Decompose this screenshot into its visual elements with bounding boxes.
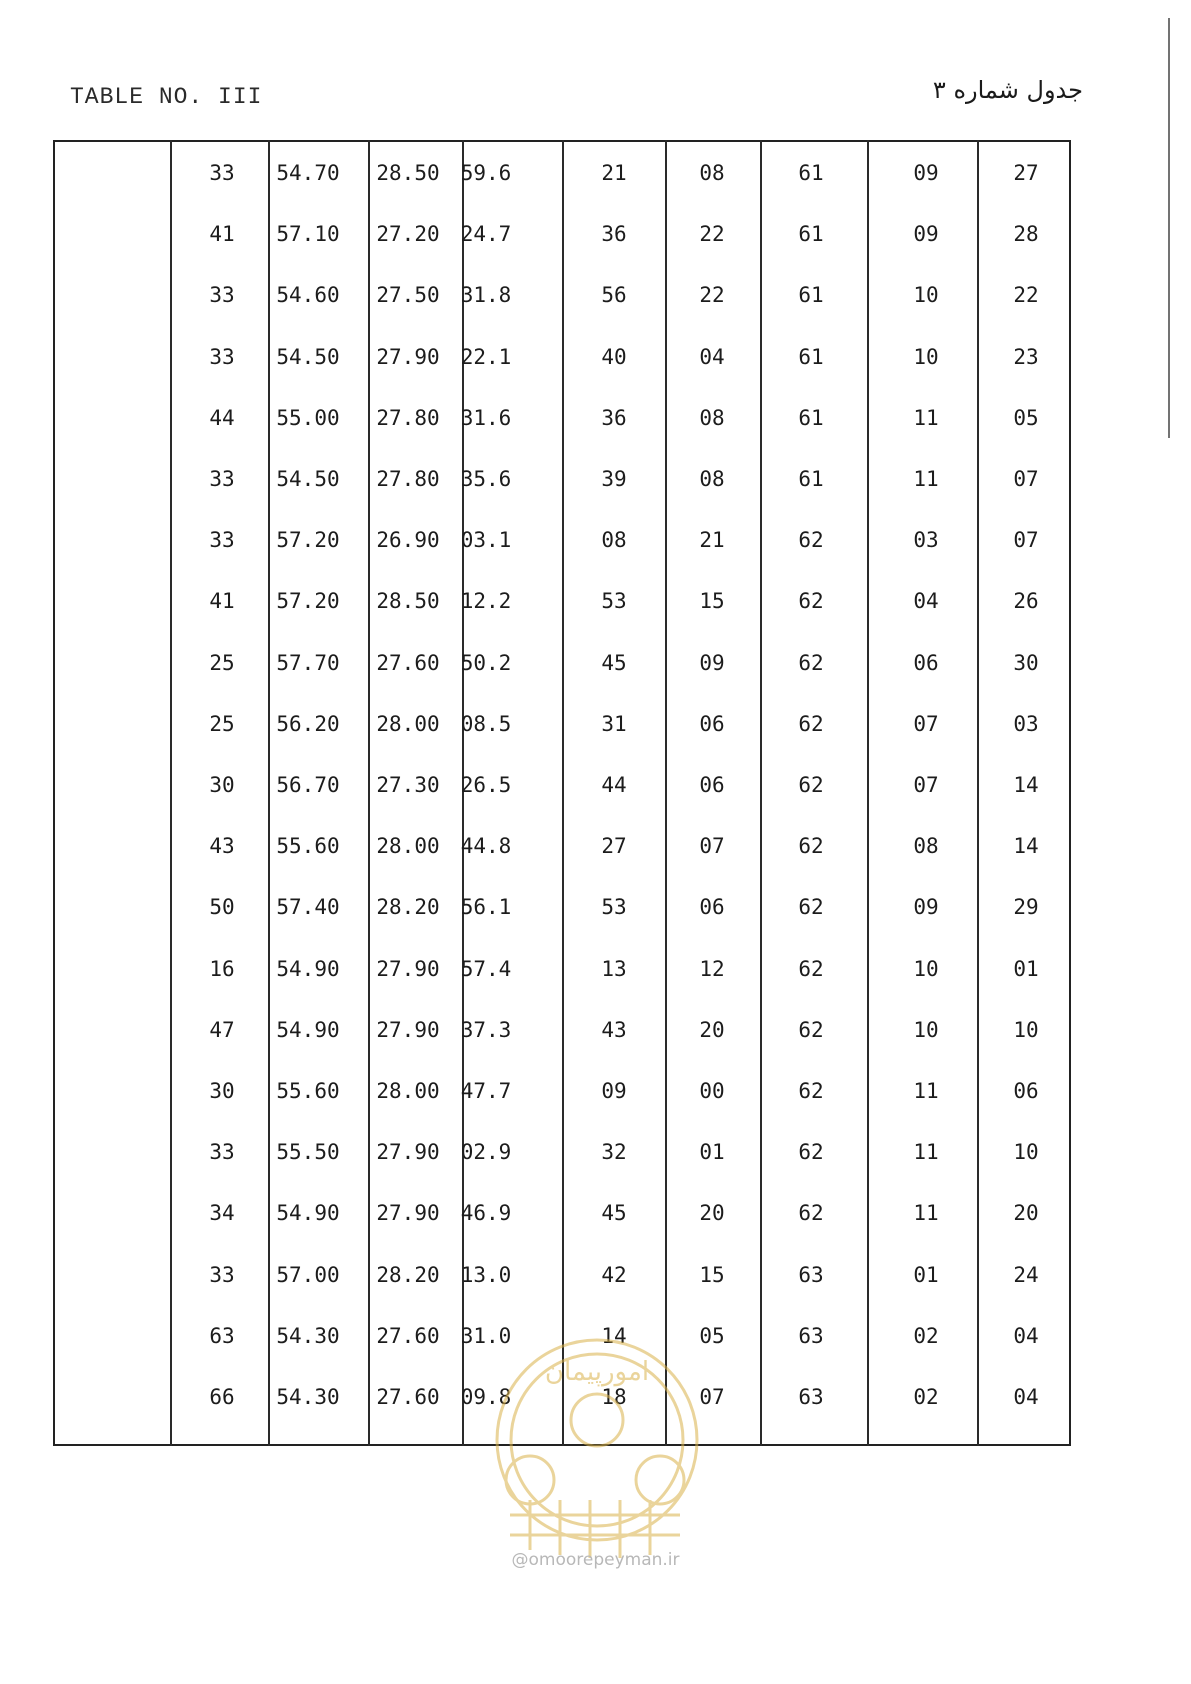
table-cell: 31.8: [460, 283, 512, 308]
table-cell: 21: [601, 161, 627, 185]
table-cell: 62: [798, 895, 824, 920]
table-cell: 09: [913, 222, 939, 247]
table-cell: 66: [209, 1385, 235, 1409]
table-cell: 62: [798, 1140, 824, 1165]
table-cell: 62: [798, 956, 824, 981]
table-cell: 50.2: [460, 650, 512, 675]
table-cell: 13: [601, 956, 627, 981]
table-cell: 61: [798, 161, 824, 185]
table-cell: 24: [1013, 1262, 1039, 1287]
table-cell: 62: [798, 1079, 824, 1103]
table-cell: 25: [209, 711, 235, 736]
table-cell: 33: [209, 161, 235, 185]
table-cell: 07: [1013, 467, 1039, 491]
table-cell: 05: [1013, 405, 1039, 430]
table-title-persian: جدول شماره ۳: [932, 76, 1083, 104]
table-cell: 42: [601, 1262, 627, 1287]
table-cell: 11: [913, 467, 939, 491]
table-cell: 21: [699, 528, 725, 553]
table-cell: 54.30: [276, 1323, 340, 1348]
table-cell: 62: [798, 711, 824, 736]
table-cell: 27.80: [376, 467, 440, 491]
table-cell: 03: [913, 528, 939, 553]
table-cell: 22: [699, 283, 725, 308]
table-cell: 14: [1013, 834, 1039, 859]
table-cell: 08: [913, 834, 939, 859]
table-cell: 56.1: [460, 895, 512, 920]
table-cell: 36: [601, 405, 627, 430]
table-cell: 55.60: [276, 834, 340, 859]
table-cell: 01: [699, 1140, 725, 1165]
table-cell: 44.8: [460, 834, 512, 859]
table-cell: 56: [601, 283, 627, 308]
table-cell: 41: [209, 222, 235, 247]
table-cell: 34: [209, 1201, 235, 1226]
table-cell: 08: [699, 405, 725, 430]
table-cell: 16: [209, 956, 235, 981]
table-cell: 24.7: [460, 222, 512, 247]
table-cell: 54.70: [276, 161, 340, 185]
table-cell: 15: [699, 589, 725, 614]
table-cell: 27.90: [376, 1140, 440, 1165]
table-cell: 33: [209, 344, 235, 369]
column-divider: [867, 140, 869, 1446]
table-cell: 02.9: [460, 1140, 512, 1165]
table-cell: 14: [601, 1323, 627, 1348]
table-cell: 61: [798, 467, 824, 491]
table-cell: 44: [209, 405, 235, 430]
table-cell: 30: [209, 1079, 235, 1103]
table-cell: 54.30: [276, 1385, 340, 1409]
table-cell: 20: [1013, 1201, 1039, 1226]
table-cell: 62: [798, 528, 824, 553]
table-cell: 56.70: [276, 773, 340, 797]
table-cell: 62: [798, 1017, 824, 1042]
table-cell: 06: [699, 773, 725, 797]
table-cell: 43: [209, 834, 235, 859]
table-cell: 63: [798, 1385, 824, 1409]
table-cell: 08: [699, 467, 725, 491]
table-cell: 06: [699, 711, 725, 736]
scan-edge-line: [1168, 18, 1170, 438]
table-cell: 53: [601, 589, 627, 614]
table-cell: 62: [798, 1201, 824, 1226]
table-cell: 27.60: [376, 1385, 440, 1409]
table-cell: 27: [1013, 161, 1039, 185]
table-cell: 50: [209, 895, 235, 920]
table-cell: 57.40: [276, 895, 340, 920]
table-cell: 36: [601, 222, 627, 247]
table-cell: 30: [209, 773, 235, 797]
table-cell: 27.30: [376, 773, 440, 797]
table-cell: 27.90: [376, 1201, 440, 1226]
table-cell: 01: [913, 1262, 939, 1287]
table-cell: 54.50: [276, 344, 340, 369]
table-cell: 02: [913, 1385, 939, 1409]
table-cell: 30: [1013, 650, 1039, 675]
table-cell: 08.5: [460, 711, 512, 736]
table-cell: 62: [798, 650, 824, 675]
table-cell: 10: [1013, 1140, 1039, 1165]
table-cell: 45: [601, 650, 627, 675]
table-cell: 25: [209, 650, 235, 675]
table-cell: 00: [699, 1079, 725, 1103]
table-cell: 31: [601, 711, 627, 736]
table-cell: 04: [1013, 1385, 1039, 1409]
table-cell: 08: [699, 161, 725, 185]
table-cell: 12: [699, 956, 725, 981]
table-cell: 09: [913, 161, 939, 185]
table-cell: 54.90: [276, 1017, 340, 1042]
table-cell: 62: [798, 834, 824, 859]
table-cell: 20: [699, 1017, 725, 1042]
table-cell: 54.50: [276, 467, 340, 491]
table-cell: 28.20: [376, 1262, 440, 1287]
table-cell: 29: [1013, 895, 1039, 920]
table-cell: 07: [1013, 528, 1039, 553]
table-cell: 18: [601, 1385, 627, 1409]
table-cell: 28.50: [376, 161, 440, 185]
table-cell: 10: [913, 283, 939, 308]
table-cell: 28.00: [376, 711, 440, 736]
table-cell: 55.60: [276, 1079, 340, 1103]
table-cell: 11: [913, 1079, 939, 1103]
table-cell: 31.6: [460, 405, 512, 430]
table-cell: 57.20: [276, 589, 340, 614]
watermark-text: @omoorepeyman.ir: [511, 1550, 680, 1570]
table-cell: 61: [798, 222, 824, 247]
table-cell: 33: [209, 528, 235, 553]
table-cell: 33: [209, 467, 235, 491]
table-cell: 56.20: [276, 711, 340, 736]
table-cell: 05: [699, 1323, 725, 1348]
table-cell: 22: [1013, 283, 1039, 308]
table-cell: 61: [798, 283, 824, 308]
table-cell: 47: [209, 1017, 235, 1042]
table-cell: 06: [1013, 1079, 1039, 1103]
table-cell: 07: [699, 1385, 725, 1409]
column-divider: [562, 140, 564, 1446]
table-cell: 37.3: [460, 1017, 512, 1042]
table-cell: 43: [601, 1017, 627, 1042]
table-cell: 53: [601, 895, 627, 920]
table-cell: 35.6: [460, 467, 512, 491]
table-cell: 61: [798, 344, 824, 369]
table-cell: 20: [699, 1201, 725, 1226]
table-cell: 32: [601, 1140, 627, 1165]
table-cell: 09: [601, 1079, 627, 1103]
table-cell: 14: [1013, 773, 1039, 797]
table-cell: 57.10: [276, 222, 340, 247]
table-cell: 28.20: [376, 895, 440, 920]
table-cell: 59.6: [460, 161, 512, 185]
column-divider: [760, 140, 762, 1446]
table-cell: 55.00: [276, 405, 340, 430]
table-cell: 47.7: [460, 1079, 512, 1103]
table-cell: 08: [601, 528, 627, 553]
table-cell: 28.50: [376, 589, 440, 614]
table-cell: 44: [601, 773, 627, 797]
table-cell: 33: [209, 1140, 235, 1165]
table-cell: 23: [1013, 344, 1039, 369]
table-cell: 04: [913, 589, 939, 614]
table-cell: 57.4: [460, 956, 512, 981]
table-cell: 41: [209, 589, 235, 614]
table-cell: 26.5: [460, 773, 512, 797]
table-cell: 55.50: [276, 1140, 340, 1165]
table-cell: 07: [913, 711, 939, 736]
table-cell: 54.90: [276, 1201, 340, 1226]
table-cell: 27.50: [376, 283, 440, 308]
table-cell: 57.00: [276, 1262, 340, 1287]
table-cell: 02: [913, 1323, 939, 1348]
watermark-logo-lettering: امورپیمان: [544, 1357, 650, 1387]
table-cell: 06: [699, 895, 725, 920]
table-cell: 27.20: [376, 222, 440, 247]
table-cell: 26.90: [376, 528, 440, 553]
table-cell: 63: [798, 1323, 824, 1348]
table-cell: 63: [209, 1323, 235, 1348]
table-cell: 27.90: [376, 344, 440, 369]
table-cell: 09: [699, 650, 725, 675]
table-cell: 09: [913, 895, 939, 920]
table-cell: 12.2: [460, 589, 512, 614]
table-cell: 62: [798, 773, 824, 797]
table-cell: 62: [798, 589, 824, 614]
table-cell: 22: [699, 222, 725, 247]
table-cell: 27.90: [376, 1017, 440, 1042]
table-cell: 27.90: [376, 956, 440, 981]
table-cell: 28.00: [376, 834, 440, 859]
table-cell: 15: [699, 1262, 725, 1287]
table-cell: 11: [913, 1140, 939, 1165]
table-cell: 10: [913, 1017, 939, 1042]
table-cell: 63: [798, 1262, 824, 1287]
table-cell: 09.8: [460, 1385, 512, 1409]
table-cell: 45: [601, 1201, 627, 1226]
table-cell: 07: [913, 773, 939, 797]
table-cell: 57.20: [276, 528, 340, 553]
table-cell: 03.1: [460, 528, 512, 553]
table-cell: 54.60: [276, 283, 340, 308]
table-cell: 27.80: [376, 405, 440, 430]
table-cell: 03: [1013, 711, 1039, 736]
table-cell: 26: [1013, 589, 1039, 614]
table-cell: 27.60: [376, 1323, 440, 1348]
table-cell: 54.90: [276, 956, 340, 981]
table-cell: 10: [913, 956, 939, 981]
column-divider: [977, 140, 979, 1446]
table-cell: 01: [1013, 956, 1039, 981]
table-cell: 11: [913, 1201, 939, 1226]
table-cell: 11: [913, 405, 939, 430]
table-cell: 39: [601, 467, 627, 491]
table-cell: 28.00: [376, 1079, 440, 1103]
table-cell: 61: [798, 405, 824, 430]
table-cell: 04: [1013, 1323, 1039, 1348]
table-cell: 07: [699, 834, 725, 859]
table-cell: 27.60: [376, 650, 440, 675]
watermark-logo-icon: [490, 1330, 704, 1560]
table-cell: 10: [1013, 1017, 1039, 1042]
table-cell: 40: [601, 344, 627, 369]
table-cell: 46.9: [460, 1201, 512, 1226]
table-cell: 33: [209, 1262, 235, 1287]
table-cell: 27: [601, 834, 627, 859]
table-cell: 22.1: [460, 344, 512, 369]
table-cell: 06: [913, 650, 939, 675]
table-cell: 04: [699, 344, 725, 369]
table-cell: 31.0: [460, 1323, 512, 1348]
table-title-english: TABLE NO. III: [70, 84, 263, 110]
column-divider: [170, 140, 172, 1446]
table-cell: 57.70: [276, 650, 340, 675]
table-cell: 33: [209, 283, 235, 308]
table-cell: 28: [1013, 222, 1039, 247]
table-cell: 10: [913, 344, 939, 369]
table-cell: 13.0: [460, 1262, 512, 1287]
